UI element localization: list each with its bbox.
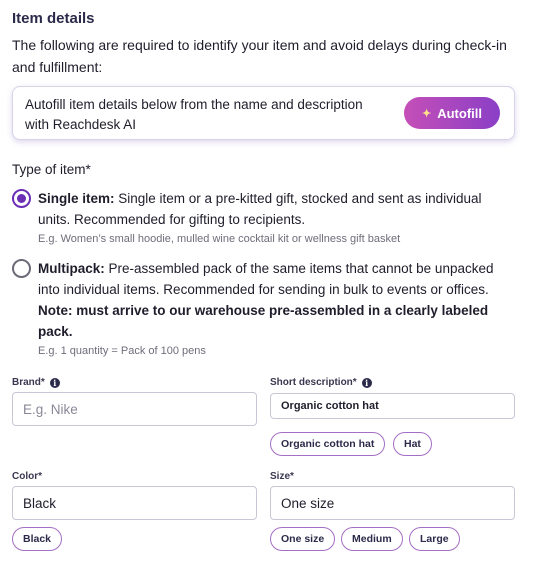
radio-option-text bbox=[38, 188, 512, 247]
info-icon[interactable]: i bbox=[362, 378, 372, 388]
brand-label bbox=[12, 377, 60, 388]
size-input[interactable]: One size bbox=[270, 486, 515, 520]
radio-option-title: Multipack: bbox=[38, 261, 105, 276]
autofill-text: Autofill item details below from the name and description with Reachdesk AI bbox=[25, 97, 363, 132]
section-description: The following are required to identify your item and avoid delays during check-in and fulfillment: bbox=[12, 37, 507, 75]
item-type-label: Type of item* bbox=[12, 162, 91, 177]
short-description-input[interactable]: Organic cotton hat bbox=[270, 393, 515, 419]
radio-button-multipack[interactable] bbox=[12, 259, 31, 278]
size-label-text: Size* bbox=[270, 471, 294, 482]
color-input[interactable]: Black bbox=[12, 486, 257, 520]
radio-button-single-item[interactable] bbox=[12, 189, 31, 208]
radio-option-example: E.g. Women’s small hoodie, mulled wine cocktail kit or wellness gift basket bbox=[38, 233, 401, 245]
size-label bbox=[270, 471, 294, 482]
suggestion-chip[interactable]: One size bbox=[270, 527, 335, 551]
suggestion-chip[interactable]: Black bbox=[12, 527, 62, 551]
suggestion-chip[interactable]: Organic cotton hat bbox=[270, 432, 385, 456]
radio-option-multipack[interactable] bbox=[12, 258, 512, 359]
brand-input[interactable]: E.g. Nike bbox=[12, 392, 257, 426]
radio-option-description: Single item or a pre-kitted gift, stocked and sent as individual units. Recommended for gifting to recipients. bbox=[38, 191, 482, 227]
suggestion-chip[interactable]: Medium bbox=[341, 527, 403, 551]
autofill-card bbox=[12, 86, 515, 140]
color-label-text: Color* bbox=[12, 471, 42, 482]
autofill-button-label: Autofill bbox=[437, 105, 482, 121]
radio-option-single-item[interactable] bbox=[12, 188, 512, 247]
info-icon[interactable]: i bbox=[50, 378, 60, 388]
short-description-label bbox=[270, 377, 372, 388]
section-title: Item details bbox=[12, 10, 95, 27]
short-description-label-text: Short description* bbox=[270, 377, 357, 388]
color-label bbox=[12, 471, 42, 482]
sparkle-icon: ✦ bbox=[422, 107, 432, 120]
radio-option-example: E.g. 1 quantity = Pack of 100 pens bbox=[38, 345, 206, 357]
brand-label-text: Brand* bbox=[12, 377, 45, 388]
radio-option-text bbox=[38, 258, 512, 359]
suggestion-chip[interactable]: Large bbox=[409, 527, 460, 551]
radio-option-title: Single item: bbox=[38, 191, 115, 206]
autofill-button[interactable] bbox=[404, 97, 500, 129]
radio-option-note: Note: must arrive to our warehouse pre-assembled in a clearly labeled pack. bbox=[38, 303, 489, 339]
suggestion-chip[interactable]: Hat bbox=[393, 432, 432, 456]
radio-option-description: Pre-assembled pack of the same items that cannot be unpacked into individual items. Recommended for sending in bulk to events or offices. bbox=[38, 261, 494, 297]
